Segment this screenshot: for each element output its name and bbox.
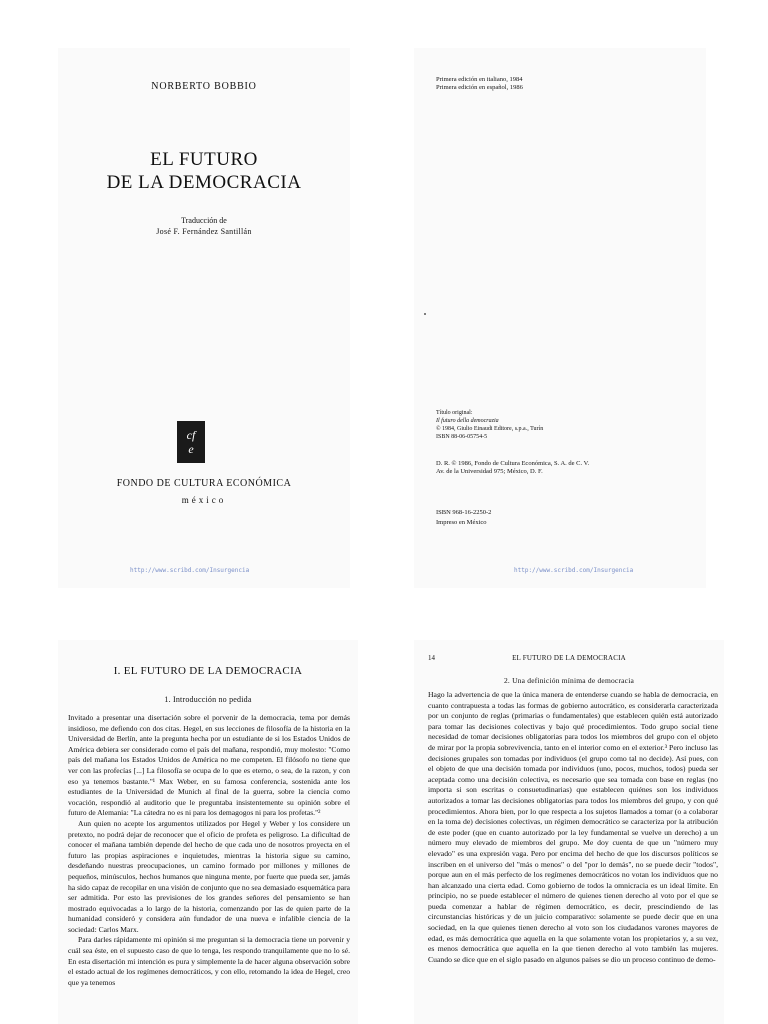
page-number: 14 <box>428 654 435 662</box>
source-url[interactable]: http://www.scribd.com/Insurgencia <box>130 567 250 574</box>
publisher-name: FONDO DE CULTURA ECONÓMICA <box>116 478 292 489</box>
running-head: EL FUTURO DE LA DEMOCRACIA <box>512 654 626 662</box>
rights-line1: D. R. © 1986, Fondo de Cultura Económica, S. A. de C. V. <box>436 460 590 467</box>
rights-line2: Av. de la Universidad 975; México, D. F. <box>436 468 543 475</box>
isbn-block <box>436 508 491 528</box>
original-isbn: ISBN 88-06-05754-5 <box>436 434 488 440</box>
edition-spanish: Primera edición en español, 1986 <box>436 84 523 91</box>
original-title: Il futuro della democrazia <box>436 418 499 424</box>
publisher-city: méxico <box>181 495 227 505</box>
source-url[interactable]: http://www.scribd.com/Insurgencia <box>514 567 634 574</box>
edition-italian: Primera edición en italiano, 1984 <box>436 76 523 83</box>
logo-glyph-top: cf <box>186 428 196 442</box>
paragraph: Para darles rápidamente mi opinión si me preguntan si la democracia tiene un porvenir y cuál sea éste, en el supuesto caso de que lo tenga, les respondo tranquilamente que no lo sé. En esta disertación mi intención es pura y simplemente la de hacer alguna observación sobre el estado actual de los regímenes democráticos, y con ello, retomando la idea de Hegel, creo que ya tenemos <box>68 935 350 987</box>
chapter-page <box>58 640 358 1024</box>
printed-in: Impreso en México <box>436 519 487 526</box>
section-title: 2. Una definición mínima de democracia <box>503 676 635 685</box>
paragraph: Hago la advertencia de que la única manera de entenderse cuando se habla de democracia, en cuanto contrapuesta a todas las formas de gobierno autocrático, es considerarla caracterizada por un conjunto de reglas (primarias o fundamentales) que establecen quién está autorizado para tomar las decisiones colectivas y bajo qué procedimientos. Todo grupo social tiene necesidad de tomar decisiones obligatorias para todos los miembros del grupo con el objeto de mirar por la propia sobrevivencia, tanto en el interior como en el exterior.³ Pero incluso las decisiones grupales son tomadas por individuos (el grupo como tal no decide). Así pues, con el objeto de que una decisión tomada por individuos (uno, pocos, muchos, todos) pueda ser aceptada como una decisión colectiva, es necesario que sea tomada con base en reglas (no importa si son escritas o consuetudinarias) que establecen quiénes son los individuos autorizados a tomar las decisiones obligatorias para todos los miembros del grupo, y con qué procedimientos. Ahora bien, por lo que respecta a los sujetos llamados a tomar (o a colaborar en la toma de) decisiones colectivas, un régimen democrático se caracteriza por la atribución de este poder (que en cuanto autorizado por la ley fundamental se vuelve un derecho) a un número muy elevado de miembros del grupo. Me doy cuenta de que un "número muy elevado" es una expresión vaga. Pero por encima del hecho de que los discursos políticos se inscriben en el universo del "más o menos" o del "por lo demás", no se puede decir "todos", porque aun en el más perfecto de los regímenes democráticos no votan los individuos que no han alcanzado una cierta edad. Como gobierno de todos la omnicracia es un ideal límite. En principio, no se puede establecer el número de quienes tienen derecho al voto por el que se pueda comenzar a hablar de régimen democrático, es decir, prescindiendo de las circunstancias históricas y de un juicio comparativo: solamente se puede decir que en una sociedad, en la que quienes tienen derecho al voto son los ciudadanos varones mayores de edad, es más democrática que aquella en la que solamente votan los propietarios y, a su vez, es menos democrática que aquella en la que tienen derecho al voto también las mujeres. Cuando se dice que en el siglo pasado en algunos países se dio un proceso continuo de demo- <box>428 690 718 964</box>
logo-glyph-bottom: e <box>188 442 194 456</box>
original-copyright: © 1984, Giulio Einaudi Editore, s.p.a., Turín <box>436 426 544 432</box>
chapter-title: I. EL FUTURO DE LA DEMOCRACIA <box>113 665 303 677</box>
book-title-line1: EL FUTURO <box>150 149 258 170</box>
rights-block <box>436 460 696 476</box>
text-body <box>428 690 718 965</box>
original-title-block <box>436 409 676 441</box>
author-name: NORBERTO BOBBIO <box>151 81 257 92</box>
chapter-body <box>68 713 350 988</box>
page-speck <box>424 313 426 315</box>
translator-name: José F. Fernández Santillán <box>156 227 252 236</box>
paragraph: Invitado a presentar una disertación sobre el porvenir de la democracia, tema por demás insidioso, me defiendo con dos citas. Hegel, en sus lecciones de filosofía de la historia en la Universidad de Berlín, ante la pregunta hecha por un estudiante de si los Estados Unidos de América debiera ser considerado como el país del mañana, respondió, muy molesto: "Como país del mañana los Estados Unidos de América no me competen. El filósofo no tiene que ver con las profecías [...] La filosofía se ocupa de lo que es eterno, o sea, de la razon, y con eso ya tenemos bastante."¹ Max Weber, en su famosa conferencia, sostenida ante los estudiantes de la Universidad de Munich al final de la guerra, sobre la ciencia como vocación, respondió al auditorio que le preguntaba insistentemente su opinión sobre el futuro de Alemania: "La cátedra no es ni para los demagogos ni para los profetas."² <box>68 713 350 818</box>
copyright-page <box>414 48 706 588</box>
section-title: 1. Introducción no pedida <box>164 695 252 704</box>
publisher-logo-icon <box>177 421 205 463</box>
original-title-label: Título original: <box>436 410 473 416</box>
title-page <box>58 48 350 588</box>
text-page <box>414 640 724 1024</box>
translation-label: Traducción de <box>181 216 227 225</box>
paragraph: Aun quien no acepte los argumentos utilizados por Hegel y Weber y los considere un pretexto, no podrá dejar de reconocer que el oficio de profeta es peligroso. La dificultad de conocer el mañana también depende del hecho de que cada uno de nosotros proyecta en el futuro las propias aspiraciones e inquietudes, mientras la historia sigue su camino, desdeñando nuestras preocupaciones, un camino formado por millones y millones de pequeños, minúsculos, hechos humanos que ninguna mente, por fuerte que pueda ser, jamás ha sido capaz de recopilar en una visión de conjunto que no sea demasiado esquemática para ser admitida. Por esto las previsiones de los grandes señores del pensamiento se han mostrado equivocadas a lo largo de la historia, comenzando por las de quien parte de la humanidad consideró y considera aún fundador de una nueva e infalible ciencia de la sociedad: Carlos Marx. <box>68 818 350 934</box>
book-title <box>58 148 350 194</box>
book-title-line2: DE LA DEMOCRACIA <box>106 172 302 193</box>
isbn: ISBN 968-16-2250-2 <box>436 509 492 516</box>
edition-info <box>436 76 523 92</box>
